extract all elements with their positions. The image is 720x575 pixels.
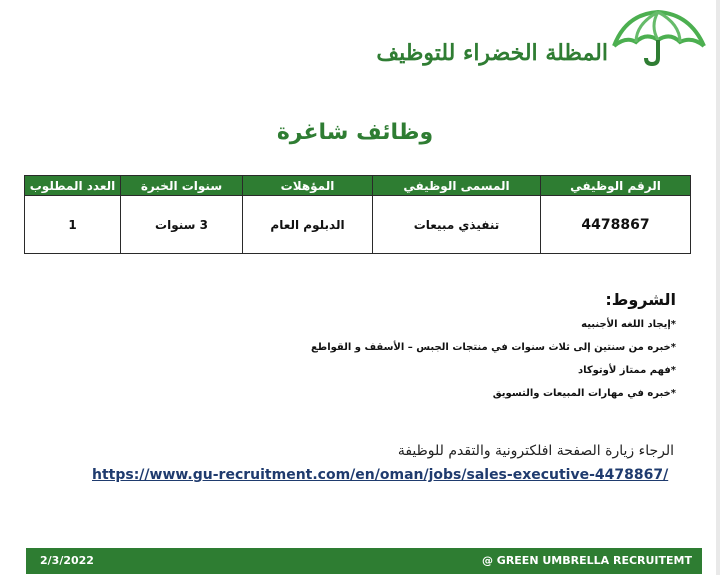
list-item: *إيجاد اللغه الأجنبيه <box>581 319 676 330</box>
header-experience: سنوات الخبرة <box>121 176 243 196</box>
umbrella-icon <box>606 6 710 66</box>
job-link[interactable]: https://www.gu-recruitment.com/en/oman/jobs/sales-executive-4478867/ <box>92 467 669 483</box>
footer-bar <box>26 548 702 574</box>
list-item: *خبره من سنتين إلى ثلاث سنوات في منتجات الجبس – الأسقف و القواطع <box>310 342 676 353</box>
page-title: وظائف شاغرة <box>276 120 434 145</box>
table-header-row <box>25 176 691 196</box>
list-item: *خبره في مهارات المبيعات والتسويق <box>492 388 676 399</box>
footer-date: 2/3/2022 <box>40 554 94 567</box>
conditions-list <box>36 319 676 399</box>
conditions-heading: الشروط: <box>605 290 676 309</box>
jobs-table <box>24 175 691 254</box>
header-qualifications: المؤهلات <box>243 176 373 196</box>
count-cell: 1 <box>25 196 121 254</box>
job-number-cell: 4478867 <box>541 196 691 254</box>
footer-copyright: @ GREEN UMBRELLA RECRUITEMT <box>481 554 692 567</box>
experience-cell: 3 سنوات <box>121 196 243 254</box>
page-edge <box>716 0 720 575</box>
header-job-title: المسمى الوظيفي <box>373 176 541 196</box>
job-title-cell: تنفيذي مبيعات <box>373 196 541 254</box>
brand-name: المظلة الخضراء للتوظيف <box>376 40 608 66</box>
header-job-number: الرقم الوظيفي <box>541 176 691 196</box>
qualifications-cell: الدبلوم العام <box>243 196 373 254</box>
brand-logo <box>370 6 710 76</box>
visit-instruction: الرجاء زيارة الصفحة افلكترونية والتقدم للوظيفة <box>397 443 674 459</box>
table-row <box>25 196 691 254</box>
conditions-section <box>36 290 676 411</box>
list-item: *فهم ممتاز لأوتوكاد <box>577 365 676 376</box>
header-count: العدد المطلوب <box>25 176 121 196</box>
